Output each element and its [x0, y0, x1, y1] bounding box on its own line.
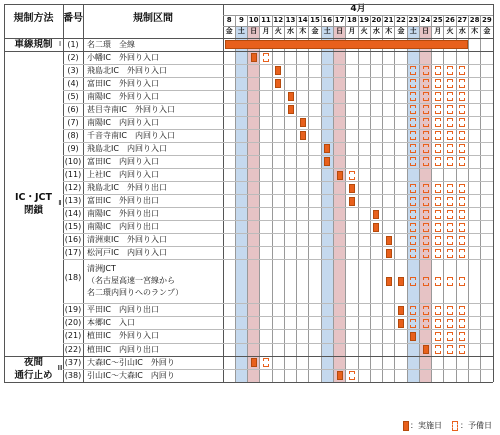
weekday: 火 [360, 27, 368, 35]
grid-line [63, 168, 493, 169]
reserve-day-mark [410, 210, 416, 219]
grid-line [419, 15, 420, 382]
row-number: (12) [64, 183, 82, 193]
grid-line [443, 15, 444, 382]
full-period-bar [225, 40, 468, 49]
row-number: (15) [64, 222, 82, 232]
grid-line [308, 15, 309, 382]
day-number: 13 [285, 16, 296, 24]
implementation-day-bar [349, 197, 355, 206]
grid-line [63, 4, 64, 382]
grid-line [63, 207, 493, 208]
day-number: 23 [408, 16, 419, 24]
row-number: (22) [64, 344, 82, 354]
row-number: (2) [67, 52, 79, 62]
reserve-day-mark [410, 92, 416, 101]
reserve-day-mark [410, 131, 416, 140]
weekday: 木 [299, 27, 307, 35]
reserve-day-mark [459, 184, 465, 193]
reserve-day-mark [410, 66, 416, 75]
weekday: 土 [409, 27, 417, 35]
reserve-day-mark [410, 319, 416, 328]
weekday: 月 [262, 27, 270, 35]
grid-line [333, 15, 334, 382]
grid-line [4, 4, 5, 382]
reserve-day-mark [435, 157, 441, 166]
grid-line [63, 90, 493, 91]
reserve-day-mark [423, 118, 429, 127]
weekday: 日 [421, 27, 429, 35]
row-section-name: 本郷IC 入口 [87, 318, 135, 328]
day-number: 9 [238, 16, 244, 24]
reserve-day-mark [410, 277, 416, 286]
reserve-day-mark [435, 144, 441, 153]
reserve-day-mark [435, 319, 441, 328]
grid-line [63, 129, 493, 130]
grid-line [63, 329, 493, 330]
day-number: 22 [396, 16, 406, 24]
reserve-day-mark [423, 79, 429, 88]
grid-line [63, 116, 493, 117]
group-label: 車線規制 [14, 39, 53, 51]
day-number: 11 [261, 16, 271, 24]
group-roman: Ⅰ [58, 39, 62, 48]
grid-line [4, 4, 493, 5]
reserve-day-mark [435, 345, 441, 354]
group-label: IC・JCT 閉鎖 [15, 191, 52, 216]
reserve-day-mark [447, 105, 453, 114]
reserve-day-mark [423, 223, 429, 232]
reserve-day-mark [459, 223, 465, 232]
grid-line [63, 220, 493, 221]
legend-spare-label: ：予備日 [460, 421, 492, 430]
row-number: (10) [64, 156, 82, 166]
grid-line [370, 15, 371, 382]
reserve-day-mark [447, 332, 453, 341]
grid-line [235, 15, 236, 382]
reserve-day-mark [423, 157, 429, 166]
row-number: (5) [67, 91, 79, 101]
reserve-day-mark [435, 236, 441, 245]
day-number: 29 [481, 16, 492, 24]
reserve-day-mark [410, 223, 416, 232]
reserve-day-mark [447, 197, 453, 206]
weekday: 土 [237, 27, 245, 35]
implementation-day-bar [337, 171, 343, 180]
reserve-day-mark [435, 66, 441, 75]
implementation-day-bar [386, 249, 392, 258]
day-number: 26 [445, 16, 455, 24]
reserve-day-mark [423, 131, 429, 140]
legend-actual-label: ：実施日 [410, 421, 442, 430]
grid-line [407, 15, 408, 382]
reserve-day-mark [447, 319, 453, 328]
row-number: (17) [64, 248, 82, 258]
implementation-day-bar [324, 157, 330, 166]
weekday: 月 [434, 27, 442, 35]
reserve-day-mark [459, 92, 465, 101]
header-section: 規制区間 [133, 13, 173, 24]
implementation-day-bar [386, 277, 392, 286]
row-section-name: 富田IC 内回り入口 [87, 156, 159, 166]
reserve-day-mark [459, 345, 465, 354]
reserve-day-mark [447, 277, 453, 286]
weekday: 金 [311, 27, 319, 35]
reserve-day-mark [423, 197, 429, 206]
grid-line [321, 15, 322, 382]
weekday: 水 [458, 27, 466, 35]
reserve-day-mark [423, 249, 429, 258]
header-method: 規制方法 [13, 13, 54, 24]
weekday: 金 [483, 27, 491, 35]
reserve-day-mark [423, 319, 429, 328]
reserve-day-mark [459, 277, 465, 286]
reserve-day-mark [459, 144, 465, 153]
reserve-day-mark [435, 277, 441, 286]
row-number: (4) [67, 78, 79, 88]
grid-line [63, 194, 493, 195]
row-section-name: 甚目寺南IC 外回り入口 [87, 104, 175, 114]
row-number: (21) [64, 331, 82, 341]
reserve-day-mark [459, 197, 465, 206]
reserve-day-mark [410, 184, 416, 193]
reserve-day-mark [435, 92, 441, 101]
implementation-day-bar [373, 210, 379, 219]
grid-line [63, 64, 493, 65]
reserve-day-mark [447, 184, 453, 193]
reserve-day-mark [435, 223, 441, 232]
reserve-day-mark [447, 131, 453, 140]
reserve-day-mark [459, 210, 465, 219]
reserve-day-mark [447, 210, 453, 219]
weekday: 金 [225, 27, 233, 35]
row-number: (3) [67, 65, 79, 75]
day-number: 12 [273, 16, 284, 24]
reserve-day-mark [459, 319, 465, 328]
reserve-day-mark [447, 236, 453, 245]
implementation-day-bar [410, 332, 416, 341]
reserve-day-mark [410, 79, 416, 88]
weekday: 日 [250, 27, 258, 35]
row-number: (11) [64, 170, 82, 180]
reserve-day-mark [423, 277, 429, 286]
reserve-day-mark [459, 332, 465, 341]
reserve-day-mark [423, 236, 429, 245]
legend-spare-swatch [452, 421, 458, 431]
grid-line [272, 15, 273, 382]
reserve-day-mark [423, 66, 429, 75]
reserve-day-mark [263, 53, 269, 62]
day-number: 19 [359, 16, 369, 24]
header-month: 4月 [350, 4, 366, 14]
grid-line [345, 15, 346, 382]
reserve-day-mark [410, 306, 416, 315]
row-number: (13) [64, 196, 82, 206]
row-section-name: 植田IC 内回り出口 [87, 344, 159, 354]
reserve-day-mark [447, 223, 453, 232]
reserve-day-mark [459, 131, 465, 140]
implementation-day-bar [275, 79, 281, 88]
day-number: 27 [457, 16, 468, 24]
implementation-day-bar [337, 371, 343, 380]
grid-line [63, 369, 493, 370]
row-number: (38) [64, 370, 82, 380]
group-roman: Ⅲ [57, 364, 63, 373]
reserve-day-mark [447, 144, 453, 153]
row-number: (16) [64, 235, 82, 245]
grid-line [63, 103, 493, 104]
day-number: 24 [420, 16, 431, 24]
row-section-name: 大森IC～引山IC 外回り [87, 357, 175, 367]
reserve-day-mark [459, 79, 465, 88]
implementation-day-bar [398, 306, 404, 315]
reserve-day-mark [459, 306, 465, 315]
reserve-day-mark [410, 157, 416, 166]
grid-line [296, 15, 297, 382]
day-number: 18 [346, 16, 357, 24]
day-number: 16 [322, 16, 333, 24]
row-number: (1) [67, 39, 79, 49]
row-section-name: 清洲JCT （名古屋高速一宮線から 名二環内回りへのランプ） [87, 263, 184, 297]
grid-line [63, 155, 493, 156]
weekday: 金 [397, 27, 405, 35]
grid-line [63, 303, 493, 304]
reserve-day-mark [447, 92, 453, 101]
reserve-day-mark [410, 197, 416, 206]
reserve-day-mark [447, 249, 453, 258]
reserve-day-mark [410, 249, 416, 258]
implementation-day-bar [398, 319, 404, 328]
row-section-name: 南陽IC 外回り入口 [87, 91, 159, 101]
grid-line [382, 15, 383, 382]
grid-line [394, 15, 395, 382]
weekday: 日 [336, 27, 344, 35]
row-number: (8) [67, 130, 79, 140]
reserve-day-mark [423, 306, 429, 315]
reserve-day-mark [459, 249, 465, 258]
grid-line [223, 26, 493, 27]
grid-line [63, 142, 493, 143]
reserve-day-mark [435, 184, 441, 193]
grid-line [284, 15, 285, 382]
row-section-name: 清洲東IC 外回り入口 [87, 235, 167, 245]
row-section-name: 小幡IC 外回り入口 [87, 52, 159, 62]
reserve-day-mark [459, 66, 465, 75]
implementation-day-bar [386, 236, 392, 245]
grid-line [4, 356, 493, 357]
day-number: 28 [469, 16, 480, 24]
weekday: 木 [471, 27, 479, 35]
reserve-day-mark [447, 157, 453, 166]
row-section-name: 飛島北IC 外回り出口 [87, 183, 167, 193]
row-section-name: 名二環 全線 [87, 39, 135, 49]
reserve-day-mark [349, 171, 355, 180]
reserve-day-mark [410, 236, 416, 245]
day-number: 8 [226, 16, 232, 24]
grid-line [259, 15, 260, 382]
weekday: 月 [348, 27, 356, 35]
implementation-day-bar [398, 277, 404, 286]
grid-line [4, 38, 493, 39]
reserve-day-mark [435, 249, 441, 258]
grid-line [247, 15, 248, 382]
implementation-day-bar [275, 66, 281, 75]
row-number: (7) [67, 117, 79, 127]
row-section-name: 平田IC 内回り出口 [87, 305, 159, 315]
header-number: 番号 [63, 13, 83, 24]
row-number: (19) [64, 305, 82, 315]
group-label: 夜間 通行止め [14, 357, 53, 382]
reserve-day-mark [423, 144, 429, 153]
reserve-day-mark [435, 210, 441, 219]
row-section-name: 松河戸IC 内回り入口 [87, 248, 167, 258]
reserve-day-mark [435, 332, 441, 341]
reserve-day-mark [410, 144, 416, 153]
row-number: (37) [64, 357, 82, 367]
grid-line [63, 77, 493, 78]
reserve-day-mark [435, 105, 441, 114]
reserve-day-mark [459, 157, 465, 166]
row-section-name: 富田IC 外回り出口 [87, 196, 159, 206]
row-section-name: 千音寺南IC 内回り入口 [87, 130, 175, 140]
row-number: (20) [64, 318, 82, 328]
day-number: 25 [432, 16, 443, 24]
implementation-day-bar [300, 131, 306, 140]
implementation-day-bar [349, 184, 355, 193]
row-section-name: 飛島北IC 内回り入口 [87, 143, 167, 153]
weekday: 土 [323, 27, 331, 35]
grid-line [63, 233, 493, 234]
reserve-day-mark [435, 306, 441, 315]
day-number: 14 [297, 16, 308, 24]
reserve-day-mark [423, 184, 429, 193]
reserve-day-mark [423, 210, 429, 219]
row-number: (14) [64, 209, 82, 219]
grid-line [456, 15, 457, 382]
reserve-day-mark [349, 371, 355, 380]
row-number: (18) [64, 272, 82, 282]
implementation-day-bar [288, 105, 294, 114]
grid-line [223, 4, 224, 382]
weekday: 火 [274, 27, 282, 35]
day-number: 15 [310, 16, 320, 24]
grid-line [480, 15, 481, 382]
grid-line [63, 343, 493, 344]
reserve-day-mark [423, 92, 429, 101]
row-number: (9) [67, 143, 79, 153]
row-section-name: 上社IC 内回り入口 [87, 170, 159, 180]
reserve-day-mark [459, 105, 465, 114]
grid-line [4, 382, 493, 383]
grid-line [83, 4, 84, 382]
implementation-day-bar [324, 144, 330, 153]
implementation-day-bar [373, 223, 379, 232]
implementation-day-bar [251, 358, 257, 367]
day-number: 17 [334, 16, 345, 24]
grid-line [431, 15, 432, 382]
group-roman: Ⅱ [58, 198, 62, 207]
implementation-day-bar [251, 53, 257, 62]
row-section-name: 南陽IC 内回り入口 [87, 117, 159, 127]
reserve-day-mark [423, 105, 429, 114]
reserve-day-mark [410, 105, 416, 114]
grid-line [63, 316, 493, 317]
grid-line [63, 181, 493, 182]
row-section-name: 飛島北IC 外回り入口 [87, 65, 167, 75]
implementation-day-bar [423, 345, 429, 354]
reserve-day-mark [459, 118, 465, 127]
reserve-day-mark [447, 345, 453, 354]
weekday: 水 [286, 27, 294, 35]
grid-line [4, 51, 493, 52]
reserve-day-mark [447, 79, 453, 88]
grid-line [493, 4, 494, 382]
row-number: (6) [67, 104, 79, 114]
grid-line [63, 259, 493, 260]
reserve-day-mark [447, 66, 453, 75]
grid-line [223, 15, 493, 16]
reserve-day-mark [410, 118, 416, 127]
weekday: 水 [372, 27, 380, 35]
grid-line [63, 246, 493, 247]
row-section-name: 南陽IC 内回り出口 [87, 222, 159, 232]
reserve-day-mark [447, 306, 453, 315]
reserve-day-mark [435, 118, 441, 127]
reserve-day-mark [435, 197, 441, 206]
row-section-name: 植田IC 外回り入口 [87, 331, 159, 341]
reserve-day-mark [435, 131, 441, 140]
reserve-day-mark [459, 236, 465, 245]
weekday: 木 [385, 27, 393, 35]
implementation-day-bar [288, 92, 294, 101]
reserve-day-mark [447, 118, 453, 127]
day-number: 10 [248, 16, 259, 24]
day-number: 20 [371, 16, 382, 24]
reserve-day-mark [263, 358, 269, 367]
row-section-name: 南陽IC 外回り出口 [87, 209, 159, 219]
implementation-day-bar [300, 118, 306, 127]
day-number: 21 [383, 16, 394, 24]
reserve-day-mark [435, 79, 441, 88]
row-section-name: 引山IC～大森IC 内回り [87, 370, 175, 380]
legend-actual-swatch [403, 421, 409, 431]
row-section-name: 富田IC 外回り入口 [87, 78, 159, 88]
weekday: 火 [446, 27, 454, 35]
grid-line [468, 15, 469, 382]
grid-line [358, 15, 359, 382]
